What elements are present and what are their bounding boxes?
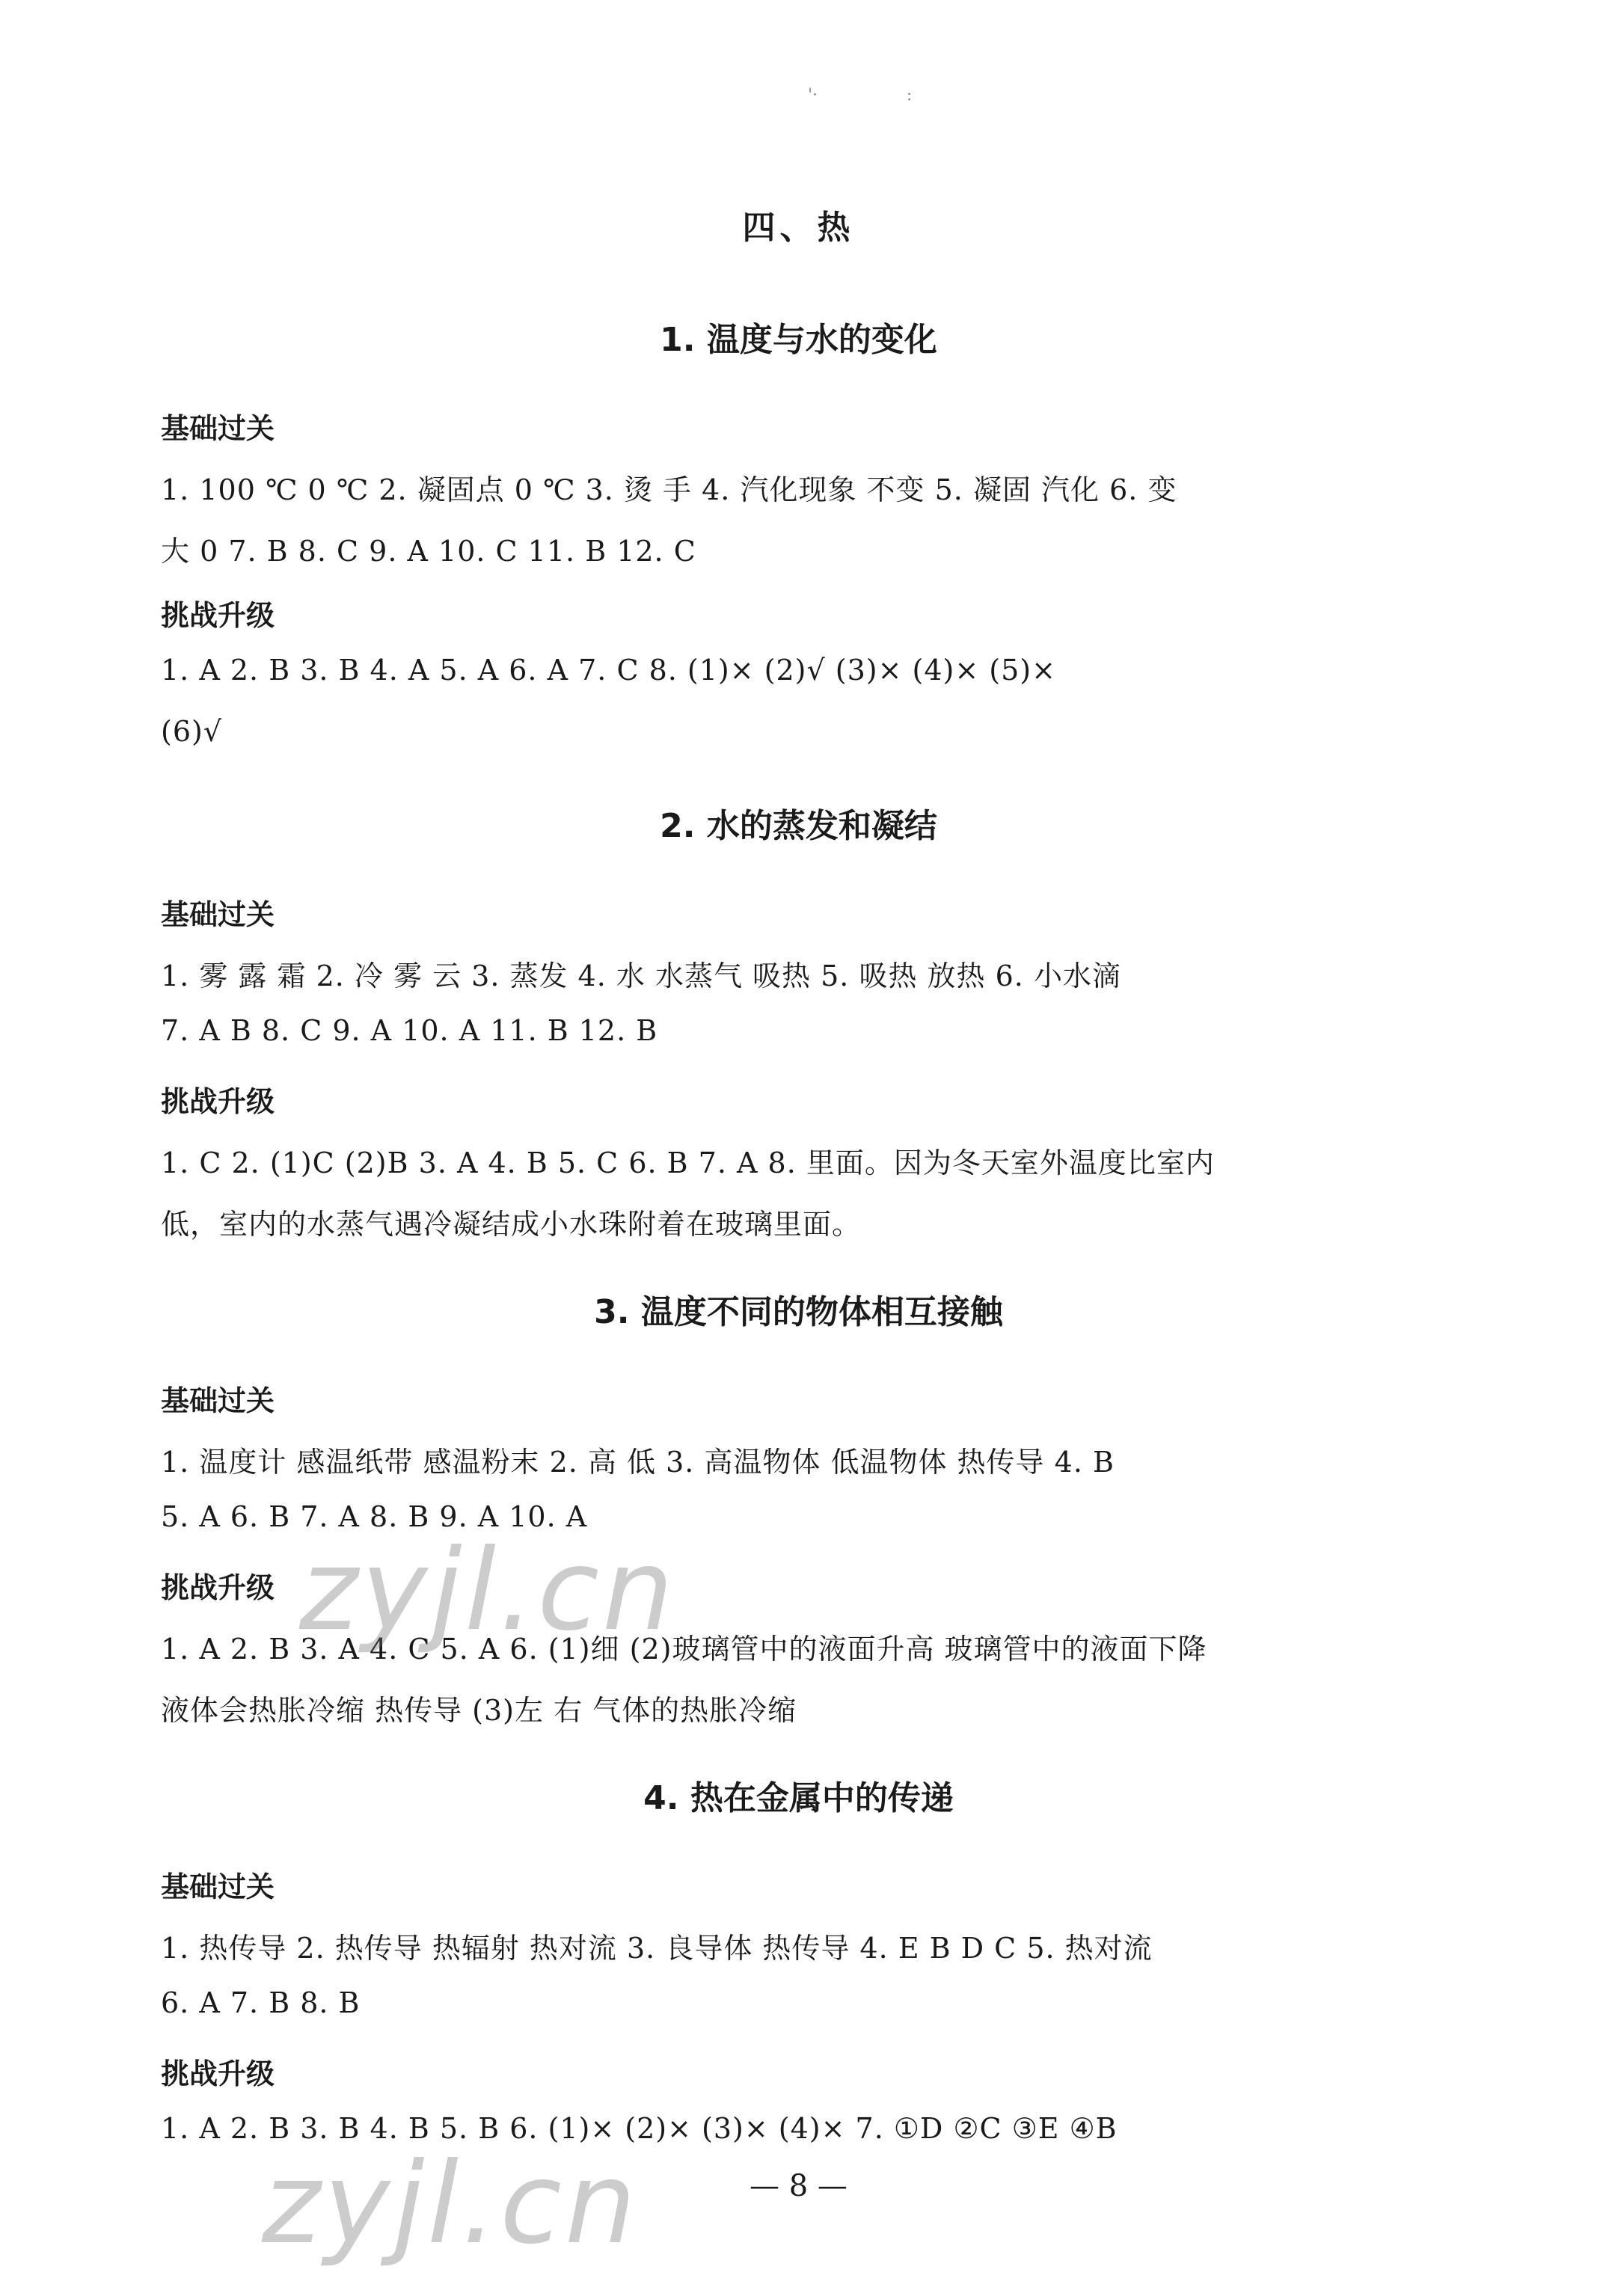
answer-line: 6. A 7. B 8. B: [161, 1986, 361, 2019]
answer-line: 1. A 2. B 3. B 4. B 5. B 6. (1)× (2)× (3)× (4)× 7. ①D ②C ③E ④B: [161, 2112, 1118, 2145]
section-title: 3. 温度不同的物体相互接触: [594, 1293, 1003, 1331]
scan-marks: '· :: [808, 86, 913, 105]
answer-line: 1. 100 ℃ 0 ℃ 2. 凝固点 0 ℃ 3. 烫 手 4. 汽化现象 不变 5. 凝固 汽化 6. 变: [161, 473, 1177, 506]
basic-heading: 基础过关: [161, 1870, 275, 1903]
watermark: zyjl.cn: [262, 2139, 640, 2269]
section-title: 1. 温度与水的变化: [660, 321, 937, 359]
answer-line: 大 0 7. B 8. C 9. A 10. C 11. B 12. C: [161, 535, 696, 568]
answer-line: 5. A 6. B 7. A 8. B 9. A 10. A: [161, 1500, 588, 1533]
answer-line: 液体会热胀冷缩 热传导 (3)左 右 气体的热胀冷缩: [161, 1694, 797, 1727]
watermark: zyjl.cn: [299, 1526, 677, 1656]
section-title: 4. 热在金属中的传递: [643, 1779, 954, 1817]
chapter-title: 四、热: [742, 209, 855, 247]
challenge-heading: 挑战升级: [161, 1571, 275, 1604]
answer-line: 1. A 2. B 3. A 4. C 5. A 6. (1)细 (2)玻璃管中的液面升高 玻璃管中的液面下降: [161, 1633, 1207, 1666]
challenge-heading: 挑战升级: [161, 1085, 275, 1118]
challenge-heading: 挑战升级: [161, 2057, 275, 2090]
answer-line: (6)√: [161, 715, 223, 748]
answer-line: 1. C 2. (1)C (2)B 3. A 4. B 5. C 6. B 7. A 8. 里面。因为冬天室外温度比室内: [161, 1147, 1215, 1179]
answer-line: 1. A 2. B 3. B 4. A 5. A 6. A 7. C 8. (1)× (2)√ (3)× (4)× (5)×: [161, 654, 1056, 687]
section-title: 2. 水的蒸发和凝结: [660, 807, 937, 845]
answer-line: 1. 热传导 2. 热传导 热辐射 热对流 3. 良导体 热传导 4. E B D C 5. 热对流: [161, 1932, 1153, 1965]
basic-heading: 基础过关: [161, 412, 275, 445]
basic-heading: 基础过关: [161, 898, 275, 931]
page-number: — 8 —: [750, 2169, 847, 2203]
challenge-heading: 挑战升级: [161, 599, 275, 632]
answer-line: 7. A B 8. C 9. A 10. A 11. B 12. B: [161, 1014, 658, 1047]
basic-heading: 基础过关: [161, 1384, 275, 1417]
answer-line: 1. 雾 露 霜 2. 冷 雾 云 3. 蒸发 4. 水 水蒸气 吸热 5. 吸热 放热 6. 小水滴: [161, 960, 1121, 992]
answer-line: 1. 温度计 感温纸带 感温粉末 2. 高 低 3. 高温物体 低温物体 热传导 4. B: [161, 1446, 1115, 1479]
answer-line: 低，室内的水蒸气遇冷凝结成小水珠附着在玻璃里面。: [161, 1208, 862, 1241]
